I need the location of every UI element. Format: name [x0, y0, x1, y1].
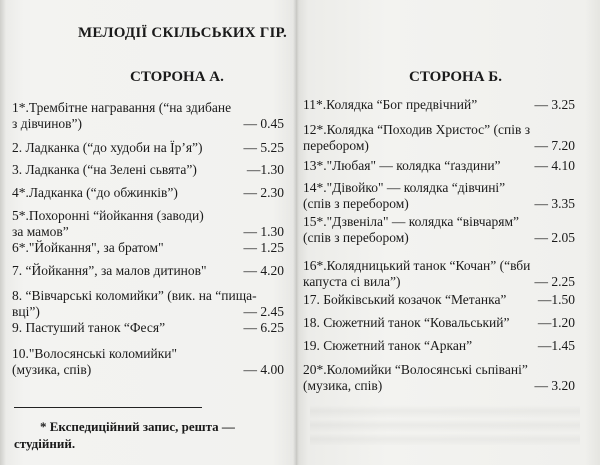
track-duration: — 4.00: [243, 362, 284, 377]
track-title-line: 12*.Колядка “Походив Христос” (спів з: [303, 122, 531, 137]
track-duration: — 4.20: [243, 263, 284, 278]
track-title-line: 13*."Любая" — колядка “ґаздини”: [303, 158, 501, 173]
track-duration: —1.30: [246, 162, 284, 177]
footnote-divider: [14, 407, 202, 408]
track-item: [303, 362, 575, 394]
track-title-line: 7. “Йойкання”, за малов дитинов": [12, 263, 207, 278]
track-item: [303, 180, 575, 212]
track-title-line: 1*.Трембітне награвання (“на здибане: [12, 100, 232, 115]
track-title-line: перебором): [303, 138, 369, 153]
track-title-line: (музика, спів): [303, 378, 383, 393]
track-item: [12, 185, 284, 201]
track-title-line: (спів з перебором): [303, 196, 409, 211]
track-duration: — 5.25: [243, 140, 284, 155]
track-item: [303, 122, 575, 154]
track-item: [12, 162, 284, 178]
track-item: [12, 288, 284, 320]
track-duration: — 4.10: [534, 158, 575, 173]
side-a-heading: СТОРОНА А.: [130, 69, 224, 85]
track-item: [303, 315, 575, 331]
track-item: [303, 292, 575, 308]
track-title-line: 9. Пастуший танок “Феся”: [12, 320, 166, 335]
track-duration: — 6.25: [243, 320, 284, 335]
track-duration: —1.20: [537, 315, 575, 330]
track-title-line: (музика, спів): [12, 362, 92, 377]
track-duration: — 7.20: [534, 138, 575, 153]
track-item: [12, 240, 284, 256]
track-title-line: 15*."Дзвеніла" — колядка “вівчарям”: [303, 214, 519, 229]
track-title-line: за мамов”: [12, 224, 69, 239]
track-title-line: вці”): [12, 304, 40, 319]
track-title-line: капуста сі вила”): [303, 274, 401, 289]
track-duration: —1.50: [537, 292, 575, 307]
track-duration: — 3.25: [534, 97, 575, 112]
track-title-line: 14*."Дівойко" — колядка “дівчині”: [303, 180, 506, 195]
track-item: [12, 320, 284, 336]
track-title-line: 6*."Йойкання", за братом": [12, 240, 164, 255]
track-item: [12, 100, 284, 132]
track-item: [12, 208, 284, 240]
track-title-line: 10."Волосянські коломийки": [12, 346, 178, 361]
track-duration: — 3.20: [534, 378, 575, 393]
track-title-line: 17. Бойківський козачок “Метанка”: [303, 292, 507, 307]
track-item: [303, 258, 575, 290]
track-duration: — 2.45: [243, 304, 284, 319]
track-title-line: 19. Сюжетний танок “Аркан”: [303, 338, 473, 353]
track-duration: — 1.25: [243, 240, 284, 255]
album-title: МЕЛОДІЇ СКІЛЬСЬКИХ ГІР.: [78, 25, 287, 41]
track-item: [303, 338, 575, 354]
track-item: [303, 214, 575, 246]
track-duration: — 3.35: [534, 196, 575, 211]
track-duration: — 2.30: [243, 185, 284, 200]
track-title-line: (спів з перебором): [303, 230, 409, 245]
track-title-line: 20*.Коломийки “Волосянські сьпівані”: [303, 362, 528, 377]
track-item: [303, 97, 575, 113]
track-title-line: 2. Ладканка (“до худоби на Їр’я”): [12, 140, 203, 155]
track-item: [12, 346, 284, 378]
track-title-line: 16*.Колядницький танок “Кочан” (“вби: [303, 258, 531, 273]
track-duration: — 1.30: [243, 224, 284, 239]
track-duration: — 2.05: [534, 230, 575, 245]
track-title-line: 18. Сюжетний танок “Ковальський”: [303, 315, 510, 330]
footnote: * Експедиційний запис, решта — студійний.: [14, 419, 235, 451]
track-title-line: 4*.Ладканка (“до обжинків”): [12, 185, 178, 200]
track-item: [12, 263, 284, 279]
track-title-line: 8. “Вівчарські коломийки” (вик. на “пища-: [12, 288, 257, 303]
booklet-fold: [293, 0, 299, 465]
side-b-heading: СТОРОНА Б.: [409, 69, 502, 85]
track-title-line: 5*.Похоронні “йойкання (заводи): [12, 208, 204, 223]
track-duration: —1.45: [537, 338, 575, 353]
track-duration: — 0.45: [243, 116, 284, 131]
track-item: [12, 140, 284, 156]
track-title-line: з дівчинов”): [12, 116, 83, 131]
track-title-line: 3. Ладканка (“на Зелені сьвята”): [12, 162, 197, 177]
track-title-line: 11*.Колядка “Бог предвічний”: [303, 97, 478, 112]
track-item: [303, 158, 575, 174]
show-through-print: [310, 405, 580, 445]
page-edge-shadow: [0, 0, 6, 465]
track-duration: — 2.25: [534, 274, 575, 289]
